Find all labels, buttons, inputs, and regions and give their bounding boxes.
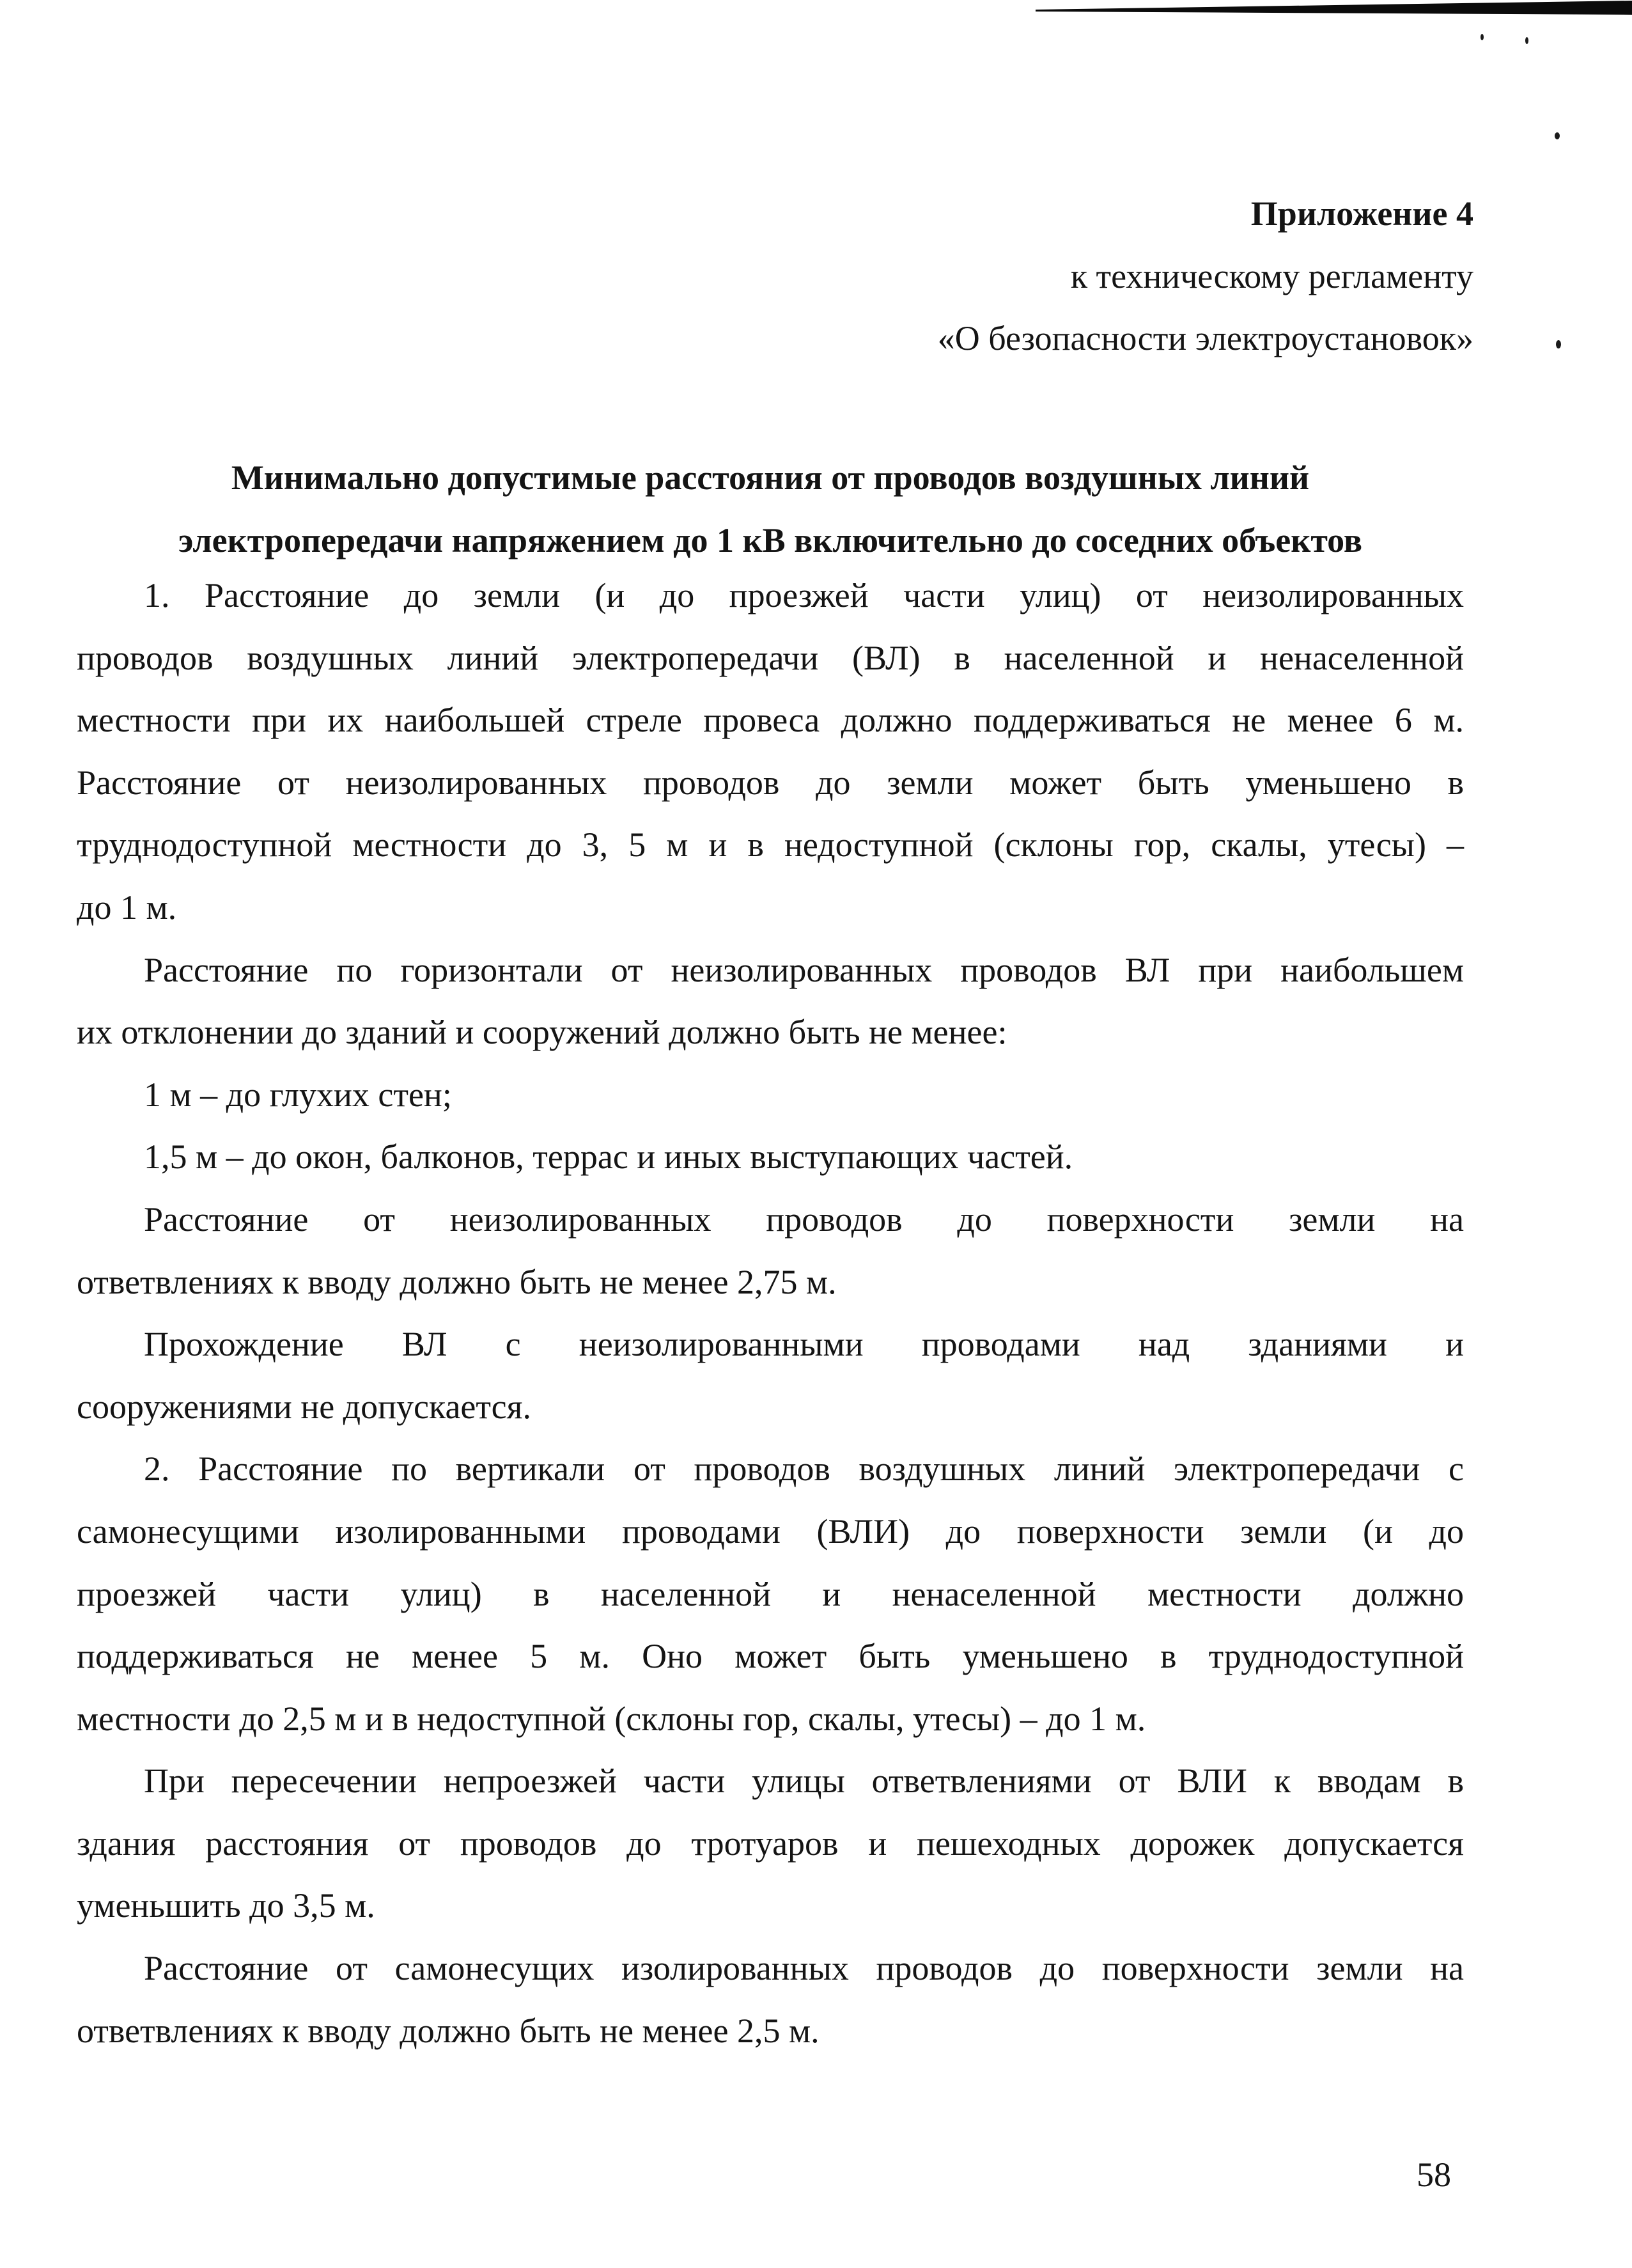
text-line: Расстояние от неизолированных проводов до земли может быть уменьшено в xyxy=(77,763,1464,802)
header-line: «О безопасности электроустановок» xyxy=(937,319,1473,358)
appendix-label: Приложение 4 xyxy=(1250,194,1473,233)
text-line: уменьшить до 3,5 м. xyxy=(77,1886,375,1925)
text-line: Прохождение ВЛ с неизолированными проводами над зданиями и xyxy=(144,1325,1464,1364)
text-line: сооружениями не допускается. xyxy=(77,1387,531,1426)
title-line: Минимально допустимые расстояния от проводов воздушных линий xyxy=(231,458,1310,497)
paragraph xyxy=(77,1438,1464,1750)
text-line: самонесущими изолированными проводами (ВЛИ) до поверхности земли (и до xyxy=(77,1512,1464,1551)
text-line: до 1 м. xyxy=(77,888,177,927)
text-line: Расстояние по горизонтали от неизолированных проводов ВЛ при наибольшем xyxy=(144,950,1464,989)
text-line: труднодоступной местности до 3, 5 м и в недоступной (склоны гор, скалы, утесы) – xyxy=(77,825,1464,864)
paragraph xyxy=(77,1064,1464,1127)
text-line: проезжей части улиц) в населенной и ненаселенной местности должно xyxy=(77,1574,1464,1613)
header-line: к техническому регламенту xyxy=(1070,256,1473,295)
title-line: электропередачи напряжением до 1 кВ включительно до соседних объектов xyxy=(178,520,1362,559)
scan-speck xyxy=(1525,37,1528,44)
paragraph xyxy=(77,1126,1464,1189)
document-body xyxy=(77,565,1464,2062)
document-header xyxy=(77,183,1473,370)
text-line: Расстояние от самонесущих изолированных проводов до поверхности земли на xyxy=(144,1949,1464,1988)
scan-speck xyxy=(1556,340,1561,348)
text-line: 1. Расстояние до земли (и до проезжей части улиц) от неизолированных xyxy=(144,576,1464,614)
text-line: При пересечении непроезжей части улицы ответвлениями от ВЛИ к вводам в xyxy=(144,1762,1464,1801)
scan-speck xyxy=(1555,132,1560,139)
text-line: 1 м – до глухих стен; xyxy=(144,1075,452,1114)
paragraph xyxy=(77,1313,1464,1438)
paragraph xyxy=(77,1937,1464,2062)
text-line: ответвлениях к вводу должно быть не менее 2,5 м. xyxy=(77,2011,820,2050)
text-line: 2. Расстояние по вертикали от проводов воздушных линий электропередачи с xyxy=(144,1450,1464,1489)
paragraph xyxy=(77,565,1464,939)
paragraph xyxy=(77,939,1464,1064)
text-line: местности при их наибольшей стреле провеса должно поддерживаться не менее 6 м. xyxy=(77,701,1464,740)
paragraph xyxy=(77,1189,1464,1313)
text-line: местности до 2,5 м и в недоступной (склоны гор, скалы, утесы) – до 1 м. xyxy=(77,1699,1146,1738)
text-line: поддерживаться не менее 5 м. Оно может быть уменьшено в труднодоступной xyxy=(77,1637,1464,1676)
text-line: ответвлениях к вводу должно быть не менее 2,75 м. xyxy=(77,1262,837,1301)
document-title xyxy=(77,447,1464,572)
scan-speck xyxy=(1480,34,1484,40)
text-line: их отклонении до зданий и сооружений должно быть не менее: xyxy=(77,1013,1007,1052)
scan-artifact-bar xyxy=(0,0,1632,26)
text-line: здания расстояния от проводов до тротуаров и пешеходных дорожек допускается xyxy=(77,1824,1464,1863)
page-number: 58 xyxy=(1417,2155,1451,2194)
text-line: 1,5 м – до окон, балконов, террас и иных выступающих частей. xyxy=(144,1138,1073,1177)
text-line: проводов воздушных линий электропередачи (ВЛ) в населенной и ненаселенной xyxy=(77,638,1464,677)
text-line: Расстояние от неизолированных проводов до поверхности земли на xyxy=(144,1200,1464,1239)
paragraph xyxy=(77,1750,1464,1937)
